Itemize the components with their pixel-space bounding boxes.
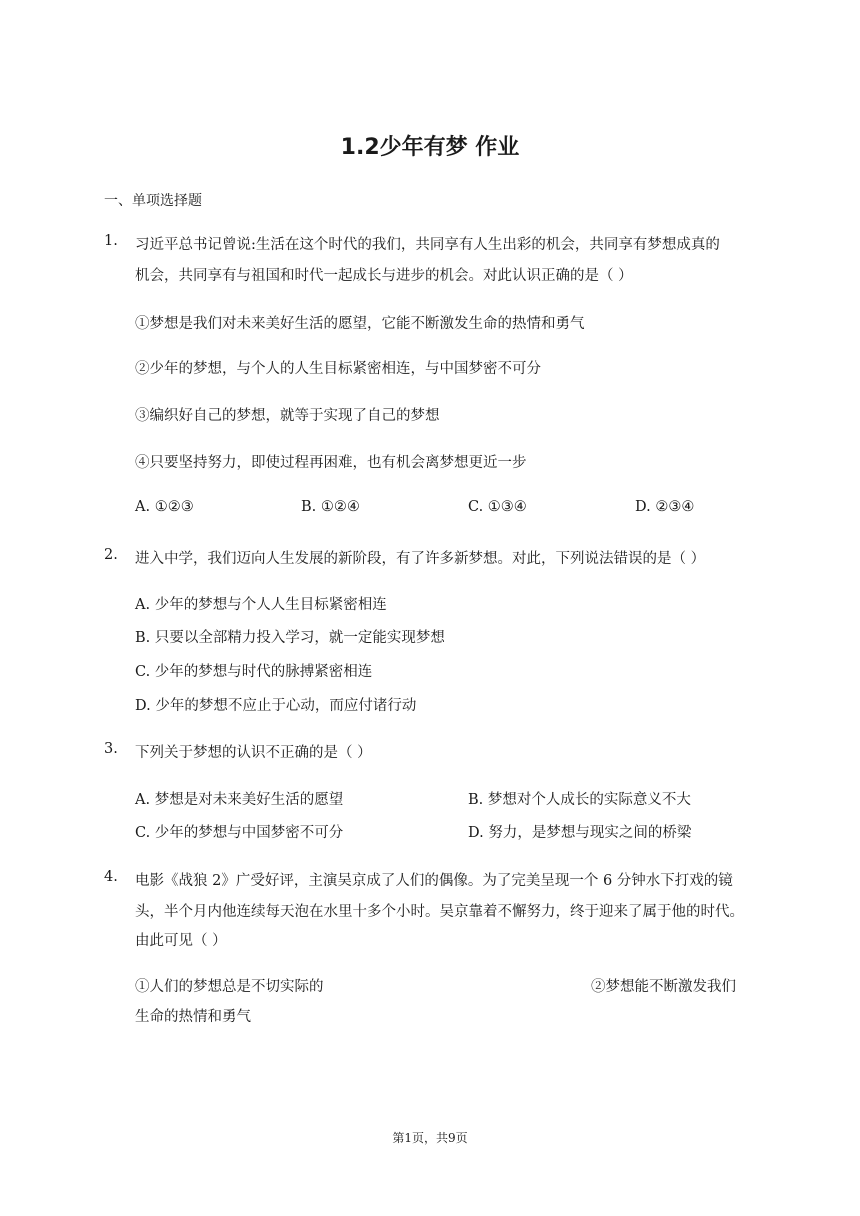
q2-option-a[interactable]: A. 少年的梦想与个人人生目标紧密相连 (135, 597, 387, 613)
q3-option-d[interactable]: D. 努力，是梦想与现实之间的桥梁 (468, 825, 692, 841)
q1-option-c[interactable]: C. ①③④ (468, 499, 527, 515)
q1-number: 1. (104, 233, 118, 249)
section-heading: 一、单项选择题 (104, 193, 202, 209)
q2-option-b[interactable]: B. 只要以全部精力投入学习，就一定能实现梦想 (135, 630, 445, 646)
q2-text: 进入中学，我们迈向人生发展的新阶段，有了许多新梦想。对此，下列说法错误的是（ ） (135, 551, 706, 567)
q3-number: 3. (104, 741, 118, 757)
q4-text-line1: 电影《战狼 2》广受好评，主演吴京成了人们的偶像。为了完美呈现一个 6 分钟水下打戏的镜 (135, 873, 733, 889)
q4-text-line3: 由此可见（ ） (135, 933, 227, 949)
q2-number: 2. (104, 547, 118, 563)
q2-option-d[interactable]: D. 少年的梦想不应止于心动，而应付诸行动 (135, 698, 417, 714)
q3-option-c[interactable]: C. 少年的梦想与中国梦密不可分 (135, 825, 344, 841)
q3-text: 下列关于梦想的认识不正确的是（ ） (135, 745, 372, 761)
q1-text-line2: 机会，共同享有与祖国和时代一起成长与进步的机会。对此认识正确的是（ ） (135, 268, 633, 284)
q4-item-1: ①人们的梦想总是不切实际的 (135, 979, 324, 995)
q3-option-b[interactable]: B. 梦想对个人成长的实际意义不大 (468, 792, 691, 808)
q1-item-4: ④只要坚持努力，即使过程再困难，也有机会离梦想更近一步 (135, 455, 527, 471)
q1-item-1: ①梦想是我们对未来美好生活的愿望，它能不断激发生命的热情和勇气 (135, 316, 585, 332)
q4-item-2a: ②梦想能不断激发我们 (591, 979, 736, 995)
q1-text-line1: 习近平总书记曾说:生活在这个时代的我们，共同享有人生出彩的机会，共同享有梦想成真的 (135, 237, 720, 253)
q4-number: 4. (104, 869, 118, 885)
q1-item-3: ③编织好自己的梦想，就等于实现了自己的梦想 (135, 408, 440, 424)
q3-option-a[interactable]: A. 梦想是对未来美好生活的愿望 (135, 792, 344, 808)
q1-option-a[interactable]: A. ①②③ (135, 499, 194, 515)
q2-option-c[interactable]: C. 少年的梦想与时代的脉搏紧密相连 (135, 664, 373, 680)
page-footer: 第1页，共9页 (392, 1131, 468, 1145)
q4-item-2b: 生命的热情和勇气 (135, 1009, 251, 1025)
q1-option-d[interactable]: D. ②③④ (635, 499, 695, 515)
q1-item-2: ②少年的梦想，与个人的人生目标紧密相连，与中国梦密不可分 (135, 361, 541, 377)
q1-option-b[interactable]: B. ①②④ (301, 499, 360, 515)
q4-text-line2: 头，半个月内他连续每天泡在水里十多个小时。吴京靠着不懈努力，终于迎来了属于他的时代。 (135, 904, 744, 920)
page-title: 1.2少年有梦 作业 (340, 135, 520, 160)
